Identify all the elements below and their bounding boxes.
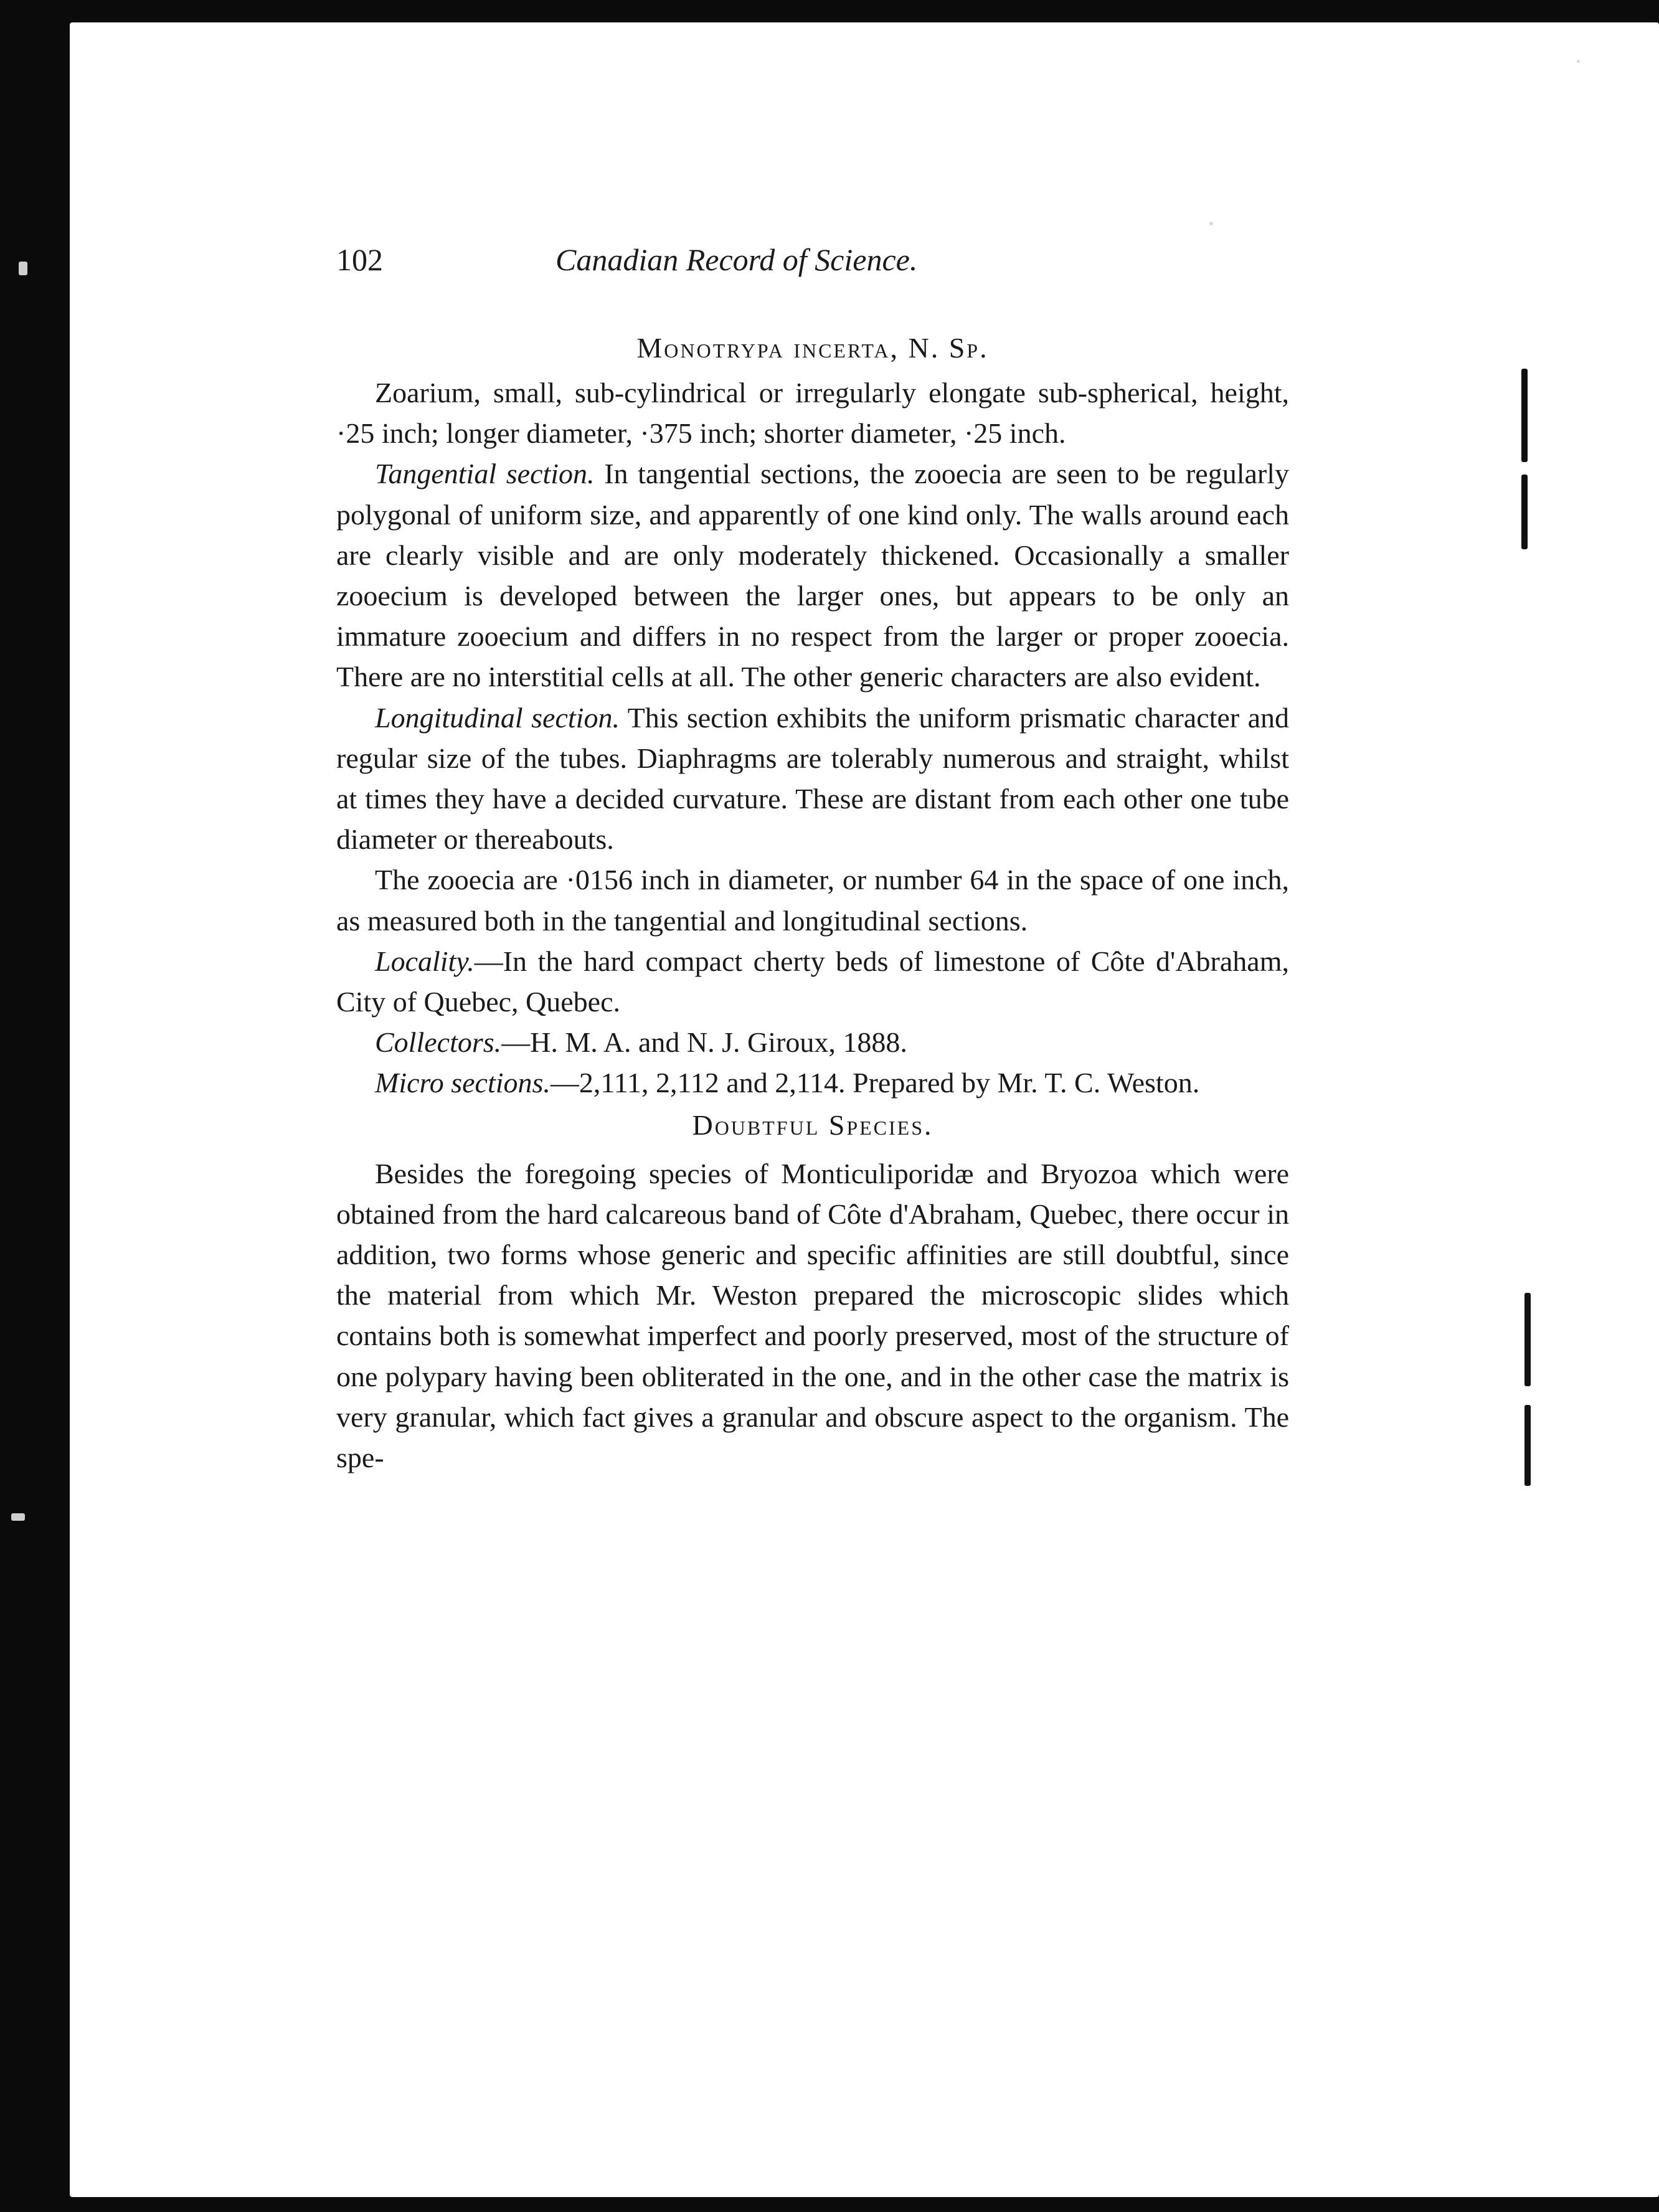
locality-label: Locality. xyxy=(375,945,475,977)
margin-mark xyxy=(1524,1405,1531,1486)
scan-speck xyxy=(1209,222,1213,225)
collectors-label: Collectors. xyxy=(375,1026,502,1059)
micro-sections-label: Micro sections. xyxy=(375,1067,551,1099)
journal-title: Canadian Record of Science. xyxy=(555,242,918,277)
page-number: 102 xyxy=(336,242,383,277)
micro-sections-paragraph xyxy=(336,1062,1289,1103)
scan-speck xyxy=(1577,60,1580,63)
longitudinal-label: Longitudinal section. xyxy=(375,701,620,734)
running-head xyxy=(336,242,1289,285)
margin-mark xyxy=(1521,475,1528,549)
collectors-paragraph xyxy=(336,1022,1289,1062)
doubtful-species-heading: Doubtful Species. xyxy=(692,1108,933,1141)
micro-sections-text: —2,111, 2,112 and 2,114. Prepared by Mr. T. C. Weston. xyxy=(550,1067,1200,1099)
edge-mark xyxy=(19,262,27,275)
locality-paragraph xyxy=(336,941,1289,1022)
edge-mark xyxy=(11,1513,25,1521)
tangential-text: In tangential sections, the zooecia are seen to be regularly polygonal of uniform size, and apparently of one kind only. The walls around each are clearly visible and are only moderately thickened. Occasionally a smaller zooecium is developed between the larger ones, but appears to be only an immature zooecium and differs in no respect from the larger or proper zooecia. There are no interstitial cells at all. The other generic characters are also evident. xyxy=(336,458,1290,693)
doubtful-species-paragraph: Besides the foregoing species of Monticuliporidæ and Bryozoa which were obtained from the hard calcareous band of Côte d'Abraham, Quebec, there occur in addition, two forms whose generic and specific affinities are still doubtful, since the material from which Mr. Weston prepared the microscopic slides which contains both is somewhat imperfect and poorly preserved, most of the structure of one polypary having been obliterated in the one, and in the other case the matrix is very granular, which fact gives a granular and obscure aspect to the organism. The spe- xyxy=(336,1157,1289,1474)
species-heading: Monotrypa incerta, N. Sp. xyxy=(636,332,989,364)
longitudinal-text: This section exhibits the uniform prismatic character and regular size of the tubes. Diaphragms are tolerably numerous and straight, whilst at times they have a decided curvature. These are distant from each other one tube diameter or thereabouts. xyxy=(336,701,1290,856)
tangential-label: Tangential section. xyxy=(375,458,595,490)
locality-text: —In the hard compact cherty beds of limestone of Côte d'Abraham, City of Quebec, Quebec. xyxy=(336,945,1289,1018)
margin-mark xyxy=(1524,1293,1531,1386)
longitudinal-paragraph xyxy=(336,697,1289,860)
zooecia-measure-paragraph: The zooecia are ·0156 inch in diameter, or number 64 in the space of one inch, as measured both in the tangential and longitudinal sections. xyxy=(336,864,1289,937)
text-column xyxy=(336,329,1289,1478)
description-paragraph: Zoarium, small, sub-cylindrical or irregularly elongate sub-spherical, height, ·25 inch; longer diameter, ·375 inch; shorter diameter, ·25 inch. xyxy=(336,377,1289,450)
tangential-paragraph xyxy=(336,453,1289,697)
collectors-text: —H. M. A. and N. J. Giroux, 1888. xyxy=(501,1026,907,1059)
margin-mark xyxy=(1521,369,1528,462)
